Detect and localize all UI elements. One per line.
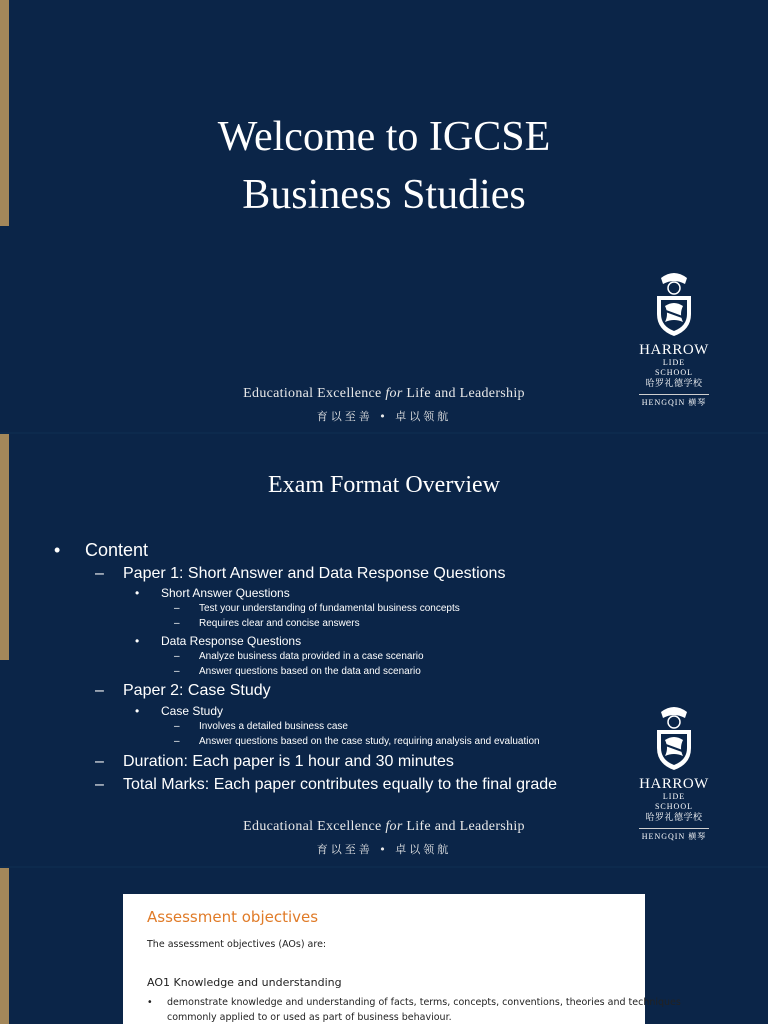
doc-title: Assessment objectives <box>147 908 319 926</box>
list-item: Requires clear and concise answers <box>199 618 360 629</box>
list-item: Data Response Questions <box>161 634 302 648</box>
list-item: Duration: Each paper is 1 hour and 30 minutes <box>123 753 454 770</box>
footer-tagline: Educational Excellence for Life and Leadership <box>243 386 525 401</box>
harrow-logo: HARROW LIDE SCHOOL 哈罗礼德学校 HENGQIN 横琴 <box>629 704 719 842</box>
slide-title-text: Exam Format Overview <box>268 472 500 498</box>
doc-intro: The assessment objectives (AOs) are: <box>147 939 327 950</box>
list-item: Test your understanding of fundamental business concepts <box>199 603 460 614</box>
footer-tagline-zh: 育以至善 • 卓以领航 <box>316 843 452 856</box>
list-item: Case Study <box>161 704 224 718</box>
list-item: Analyze business data provided in a case scenario <box>199 651 424 662</box>
list-item: Total Marks: Each paper contributes equally to the final grade <box>123 776 558 793</box>
list-item: Paper 2: Case Study <box>123 682 271 699</box>
list-item: Content <box>85 540 149 560</box>
gold-accent-bar <box>0 868 9 1024</box>
gold-accent-bar <box>0 434 9 660</box>
crest-icon <box>649 704 699 774</box>
doc-heading: AO1 Knowledge and understanding <box>147 976 342 989</box>
footer-tagline-zh: 育以至善 • 卓以领航 <box>316 410 452 423</box>
list-item: Answer questions based on the data and scenario <box>199 666 421 677</box>
slide-title-text: Welcome to IGCSE Business Studies <box>217 114 551 218</box>
footer-tagline: Educational Excellence for Life and Leadership <box>243 819 525 834</box>
crest-icon <box>649 270 699 340</box>
slide-exam-format: Exam Format Overview • Content – Paper 1: Short Answer and Data Response Questions • Short Answer Questions – Test your understanding of fundamental business concepts – Requires clear and concise answers • Data Response Questions – Analyze business data provided in a case scenario – Answer questions based on the data and scenario – Paper 2: Case Study • Case Study – Involves a detailed business case – Answer questions based on the case study, requiring analysis and evaluation – Duration: Each paper is 1 hour and 30 minutes – Total Marks: Each paper contributes equally to the final grade HARROW LIDE SCHOOL 哈罗礼德学校 HENGQIN 横琴 Educational Excellence for Life and Leadership 育以至善 • 卓以领航 <box>0 434 768 866</box>
slide-title <box>0 0 768 432</box>
list-item: Paper 1: Short Answer and Data Response Questions <box>123 565 506 582</box>
document-excerpt: Assessment objectives The assessment objectives (AOs) are: AO1 Knowledge and understanding • demonstrate knowledge and understanding of facts, terms, concepts, conventions, theories and techniques commonly applied to or used as part of business behaviour. <box>123 894 645 1024</box>
slide-assessment-objectives <box>0 868 768 1024</box>
list-item: Short Answer Questions <box>161 586 290 600</box>
harrow-logo: HARROW LIDE SCHOOL 哈罗礼德学校 HENGQIN 横琴 <box>629 270 719 408</box>
list-item: Involves a detailed business case <box>199 721 348 732</box>
list-item: Answer questions based on the case study, requiring analysis and evaluation <box>199 736 540 747</box>
